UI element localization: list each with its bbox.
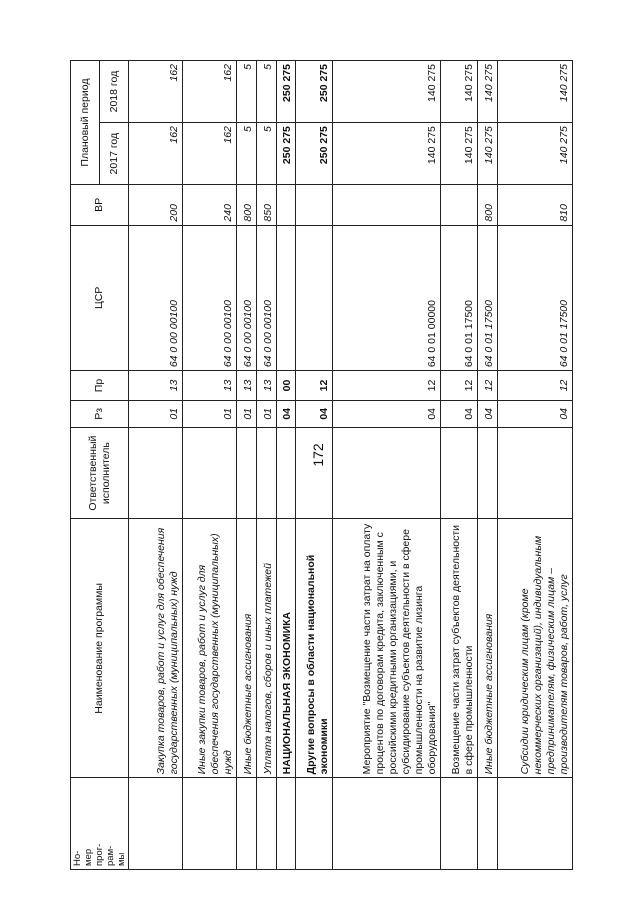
executor-cell — [333, 427, 441, 519]
pr-cell: 13 — [129, 371, 183, 401]
table-header — [71, 61, 129, 870]
program-name-cell: Иные бюджетные ассигнования — [237, 519, 257, 778]
page-number: 172 — [310, 443, 326, 467]
program-name-cell: Уплата налогов, сборов и иных платежей — [256, 519, 276, 778]
vr-cell: 800 — [237, 185, 257, 225]
program-number-cell — [129, 778, 183, 870]
header-program-name: Наименование программы — [71, 519, 129, 778]
vr-cell — [276, 185, 296, 225]
vr-cell: 200 — [129, 185, 183, 225]
vr-cell: 800 — [478, 185, 498, 225]
table-row — [237, 61, 257, 870]
program-number-cell — [478, 778, 498, 870]
csr-cell: 64 0 00 00100 — [183, 225, 237, 371]
csr-cell: 64 0 01 17500 — [497, 225, 572, 371]
table-row — [256, 61, 276, 870]
pr-cell: 12 — [296, 371, 333, 401]
rz-cell: 01 — [237, 400, 257, 427]
table-row — [441, 61, 478, 870]
amount-2017-cell: 162 — [129, 123, 183, 185]
csr-cell — [296, 225, 333, 371]
amount-2018-cell: 140 275 — [497, 61, 572, 123]
header-year-2017: 2017 год — [100, 123, 129, 185]
program-name-cell: НАЦИОНАЛЬНАЯ ЭКОНОМИКА — [276, 519, 296, 778]
program-name-cell: Иные бюджетные ассигнования — [478, 519, 498, 778]
table-row — [183, 61, 237, 870]
pr-cell: 12 — [497, 371, 572, 401]
rz-cell: 04 — [276, 400, 296, 427]
amount-2017-cell: 140 275 — [441, 123, 478, 185]
vr-cell — [333, 185, 441, 225]
amount-2018-cell: 140 275 — [441, 61, 478, 123]
executor-cell — [256, 427, 276, 519]
executor-cell — [441, 427, 478, 519]
amount-2017-cell: 5 — [237, 123, 257, 185]
header-program-number: Но- мер прог- рам- мы — [71, 778, 129, 870]
header-planned-period: Плановый период — [71, 61, 100, 185]
table-row — [276, 61, 296, 870]
rz-cell: 04 — [497, 400, 572, 427]
amount-2017-cell: 250 275 — [296, 123, 333, 185]
amount-2018-cell: 5 — [256, 61, 276, 123]
amount-2018-cell: 250 275 — [276, 61, 296, 123]
amount-2017-cell: 140 275 — [478, 123, 498, 185]
vr-cell: 810 — [497, 185, 572, 225]
csr-cell: 64 0 00 00100 — [256, 225, 276, 371]
program-name-cell: Другие вопросы в области национальной экономики — [296, 519, 333, 778]
amount-2018-cell: 5 — [237, 61, 257, 123]
program-name-cell: Возмещение части затрат субъектов деятельности в сфере промышленности — [441, 519, 478, 778]
executor-cell — [237, 427, 257, 519]
pr-cell: 13 — [256, 371, 276, 401]
rz-cell: 01 — [129, 400, 183, 427]
program-name-cell: Закупка товаров, работ и услуг для обеспечения государственных (муниципальных) нужд — [129, 519, 183, 778]
amount-2018-cell: 162 — [183, 61, 237, 123]
program-number-cell — [276, 778, 296, 870]
pr-cell: 13 — [183, 371, 237, 401]
vr-cell — [441, 185, 478, 225]
pr-cell: 12 — [441, 371, 478, 401]
csr-cell: 64 0 01 17500 — [478, 225, 498, 371]
csr-cell: 64 0 00 00100 — [129, 225, 183, 371]
program-number-cell — [237, 778, 257, 870]
program-number-cell — [441, 778, 478, 870]
table-body — [129, 61, 573, 870]
program-name-cell: Иные закупки товаров, работ и услуг для обеспечения государственных (муниципальных) нужд — [183, 519, 237, 778]
header-year-2018: 2018 год — [100, 61, 129, 123]
csr-cell: 64 0 00 00100 — [237, 225, 257, 371]
table-row — [478, 61, 498, 870]
amount-2018-cell: 140 275 — [478, 61, 498, 123]
header-rz: Рз — [71, 400, 129, 427]
executor-cell — [296, 427, 333, 519]
executor-cell — [497, 427, 572, 519]
program-number-cell — [256, 778, 276, 870]
program-number-cell — [296, 778, 333, 870]
amount-2018-cell: 162 — [129, 61, 183, 123]
budget-table — [70, 60, 573, 870]
amount-2017-cell: 162 — [183, 123, 237, 185]
rz-cell: 04 — [296, 400, 333, 427]
program-name-cell: Субсидии юридическим лицам (кроме некоммерческих организаций), индивидуальным предпринимателям, физическим лицам – производителям товаров, работ, услуг — [497, 519, 572, 778]
pr-cell: 12 — [478, 371, 498, 401]
rz-cell: 01 — [256, 400, 276, 427]
vr-cell: 240 — [183, 185, 237, 225]
program-number-cell — [183, 778, 237, 870]
header-csr: ЦСР — [71, 225, 129, 371]
budget-table-container — [70, 60, 570, 870]
header-pr: Пр — [71, 371, 129, 401]
pr-cell: 13 — [237, 371, 257, 401]
program-number-cell — [333, 778, 441, 870]
rz-cell: 01 — [183, 400, 237, 427]
header-vr: ВР — [71, 185, 129, 225]
csr-cell: 64 0 01 17500 — [441, 225, 478, 371]
vr-cell — [296, 185, 333, 225]
csr-cell: 64 0 01 00000 — [333, 225, 441, 371]
rz-cell: 04 — [441, 400, 478, 427]
table-row — [497, 61, 572, 870]
rz-cell: 04 — [478, 400, 498, 427]
amount-2017-cell: 5 — [256, 123, 276, 185]
executor-cell — [183, 427, 237, 519]
table-row — [333, 61, 441, 870]
program-name-cell: Мероприятие "Возмещение части затрат на оплату процентов по договорам кредита, заключенным с российскими кредитными организациями, и субсидирование субъектов деятельности в сфере промышленности на развитие лизинга оборудования" — [333, 519, 441, 778]
table-row — [296, 61, 333, 870]
amount-2017-cell: 140 275 — [333, 123, 441, 185]
program-number-cell — [497, 778, 572, 870]
amount-2018-cell: 140 275 — [333, 61, 441, 123]
table-row — [129, 61, 183, 870]
rz-cell: 04 — [333, 400, 441, 427]
executor-cell — [478, 427, 498, 519]
amount-2017-cell: 140 275 — [497, 123, 572, 185]
pr-cell: 00 — [276, 371, 296, 401]
pr-cell: 12 — [333, 371, 441, 401]
amount-2017-cell: 250 275 — [276, 123, 296, 185]
csr-cell — [276, 225, 296, 371]
executor-cell — [276, 427, 296, 519]
amount-2018-cell: 250 275 — [296, 61, 333, 123]
vr-cell: 850 — [256, 185, 276, 225]
executor-cell — [129, 427, 183, 519]
header-executor: Ответственный исполнитель — [71, 427, 129, 519]
